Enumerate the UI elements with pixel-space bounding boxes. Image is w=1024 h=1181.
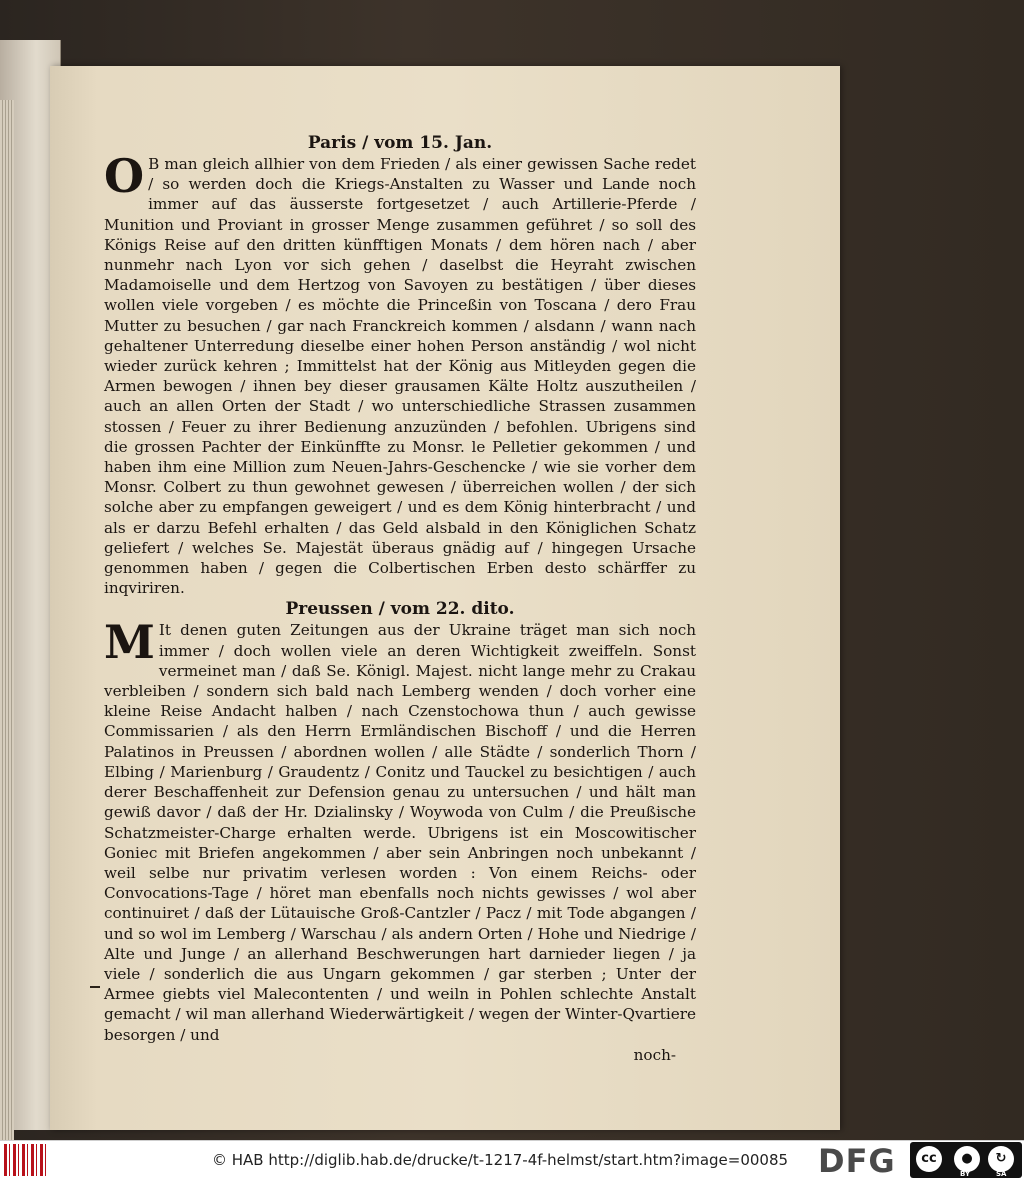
paragraph-paris [104, 149, 696, 598]
catchword: noch- [633, 1045, 676, 1064]
paragraph-text: B man gleich allhier von dem Frieden / als einer gewissen Sache redet / so werden doch die Kriegs-Anstalten zu Wasser und Lande noch immer auf das äusserste fortgesetzet / auch Artillerie-Pferde / Munition und Proviant in grosser Menge zusammen geführet / so soll des Königs Reise auf den dritten künfftigen Monats / dem hören nach / aber nunmehr nach Lyon vor sich gehen / daselbst die Heyraht zwischen Madamoiselle und dem Hertzog von Savoyen zu bestätigen / über dieses wollen viele vorgeben / es möchte die Princeßin von Toscana / dero Frau Mutter zu besuchen / gar nach Franckreich kommen / alsdann / wann nach gehaltener Unterredung dieselbe einer hohen Person anständig / wol nicht wieder zurück kehren ; Immittelst hat der König aus Mitleyden gegen die Armen bewogen / ihnen bey dieser grausamen Kälte Holtz auszutheilen / auch an allen Orten der Stadt / wo unterschiedliche Strassen zusammen stossen / Feuer zu ihrer Bedienung anzuzünden / befohlen. Ubrigens sind die grossen Pachter der Einkünffte zu Monsr. le Pelletier gekommen / und haben ihm eine Million zum Neuen-Jahrs-Geschencke / wie sie vorher dem Monsr. Colbert zu thun gewohnet gewesen / überreichen wollen / der sich solche aber zu empfangen geweigert / und es dem König hinterbracht / und als er darzu Befehl erhalten / das Geld alsbald in den Königlichen Schatz geliefert / welches Se. Majestät überaus gnädig auf / hingegen Ursache genommen haben / gegen die Colbertischen Erben desto schärffer zu inqviriren. [104, 155, 696, 598]
share-alike-icon: ↻ [988, 1146, 1014, 1172]
section-heading-preussen: Preussen / vom 22. dito. [285, 599, 515, 620]
section-heading-paris: Paris / vom 15. Jan. [307, 133, 493, 153]
margin-mark [90, 986, 100, 988]
page-edges [0, 100, 14, 1140]
drop-cap: O [104, 149, 145, 203]
paragraph-preussen [104, 615, 696, 1044]
page-text [104, 132, 696, 1065]
paragraph-text: It denen guten Zeitungen aus der Ukraine träget man sich noch immer / doch wollen viele an deren Wichtigkeit zweiffeln. Sonst vermeinet man / daß Se. Königl. Majest. nicht lange mehr zu Crakau verbleiben / sondern sich bald nach Lemberg wenden / doch vorher eine kleine Reise Andacht halben / nach Czenstochowa thun / auch gewisse Commissarien / als den Herrn Ermländischen Bischoff / und die Herren Palatinos in Preussen / abordnen wollen / alle Städte / sonderlich Thorn / Elbing / Marienburg / Graudentz / Conitz und Tauckel zu besichtigen / auch derer Beschaffenheit zur Defension genau zu untersuchen / und hält man gewiß davor / daß der Hr. Dzialinsky / Woywoda von Culm / die Preußische Schatzmeister-Charge erhalten werde. Ubrigens ist ein Moscowitischer Goniec mit Briefen angekommen / aber sein Anbringen noch unbekannt / weil selbe nur privatim verlesen worden : Von einem Reichs- oder Convocations-Tage / höret man ebenfalls noch nichts gewisses / wol aber continuiret / daß der Lütauische Groß-Cantzler / Pacz / mit Tode abgangen / und so wol im Lemberg / Warschau / als andern Orten / Hohe und Niedrige / Alte und Junge / an allerhand Beschwerungen hart darnieder liegen / ja viele / sonderlich die aus Ungarn gekommen / gar sterben ; Unter der Armee giebts viel Malecontenten / und weiln in Pohlen schlechte Anstalt gemacht / wil man allerhand Wiederwärtigkeit / wegen der Winter-Qvartiere besorgen / und [104, 621, 696, 1044]
cc-license-badge[interactable] [910, 1142, 1022, 1178]
barcode-icon [4, 1144, 48, 1176]
by-label: BY [960, 1170, 971, 1178]
person-icon: ● [954, 1146, 980, 1172]
drop-cap: M [104, 615, 155, 670]
sa-label: SA [996, 1170, 1007, 1178]
dfg-logo: DFG [818, 1142, 896, 1180]
copyright-link[interactable]: © HAB http://diglib.hab.de/drucke/t-1217-4f-helmst/start.htm?image=00085 [212, 1151, 789, 1169]
cc-icon: cc [916, 1146, 942, 1172]
